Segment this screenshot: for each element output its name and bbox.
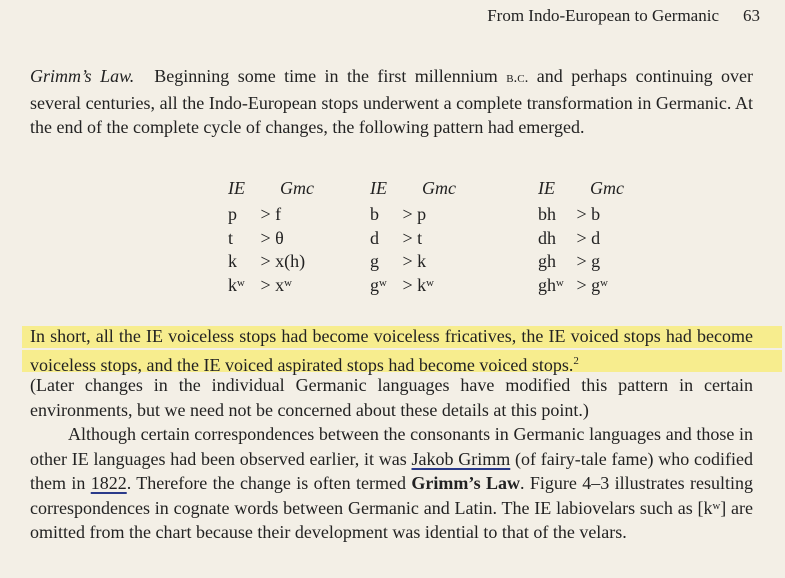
- table-row: p > f: [228, 204, 282, 224]
- table-header: IE Gmc: [370, 178, 456, 198]
- table-row: gh > g: [538, 251, 601, 271]
- term-grimms-law: Grimm’s Law: [411, 473, 521, 493]
- table-column-aspirated: [538, 178, 698, 298]
- table-row: t > θ: [228, 227, 284, 248]
- table-row: gʷ > kʷ: [370, 274, 434, 295]
- table-row: d > t: [370, 227, 423, 248]
- body-paragraph: Although certain correspondences between the consonants in Germanic languages and those in other IE languages had been observed earlier, it was Jakob Grimm (of fairy-tale fame) who codified them in 1822. Therefore the change is often termed Grimm’s Law. Figure 4–3 illustrates resulting correspondences in cognate words between Germanic and Latin. The IE labiovelars such as [kʷ] are omitted from the chart because their development was idential to that of the velars.: [30, 424, 753, 542]
- intro-paragraph: Grimm’s Law. Beginning some time in the first millennium b.c. and perhaps continuing over several centuries, all the Indo-European stops underwent a complete transformation in Germanic. At the end of the complete cycle of changes, the following pattern had emerged.: [30, 66, 753, 137]
- section-lead: Grimm’s Law.: [30, 66, 135, 86]
- underlined-year: 1822: [90, 473, 127, 493]
- table-header: IE Gmc: [228, 178, 314, 198]
- table-row: g > k: [370, 251, 427, 271]
- table-header: IE Gmc: [538, 178, 624, 198]
- table-row: dh > d: [538, 227, 601, 248]
- running-header: [400, 6, 760, 26]
- page-number: 63: [743, 6, 760, 25]
- footnote-marker: 2: [573, 354, 579, 367]
- later-changes-paragraph: (Later changes in the individual Germanic languages have modified this pattern in certain environments, but we need not be concerned about these details at this point.): [30, 375, 753, 420]
- table-row: b > p: [370, 204, 427, 224]
- table-row: bh > b: [538, 204, 601, 224]
- table-column-voiced: [370, 178, 530, 298]
- table-row: k > x(h): [228, 251, 306, 271]
- summary-paragraph: In short, all the IE voiceless stops had become voiceless fricatives, the IE voiced stops had become voiceless stops, and the IE voiced aspirated stops had become voiced stops.$^2$: [30, 326, 753, 375]
- header-title: From Indo-European to Germanic: [487, 6, 719, 25]
- table-row: ghʷ > gʷ: [538, 274, 608, 295]
- underlined-name: Jakob Grimm: [411, 448, 511, 469]
- table-row: kʷ > xʷ: [228, 274, 292, 295]
- table-column-voiceless: [228, 178, 388, 298]
